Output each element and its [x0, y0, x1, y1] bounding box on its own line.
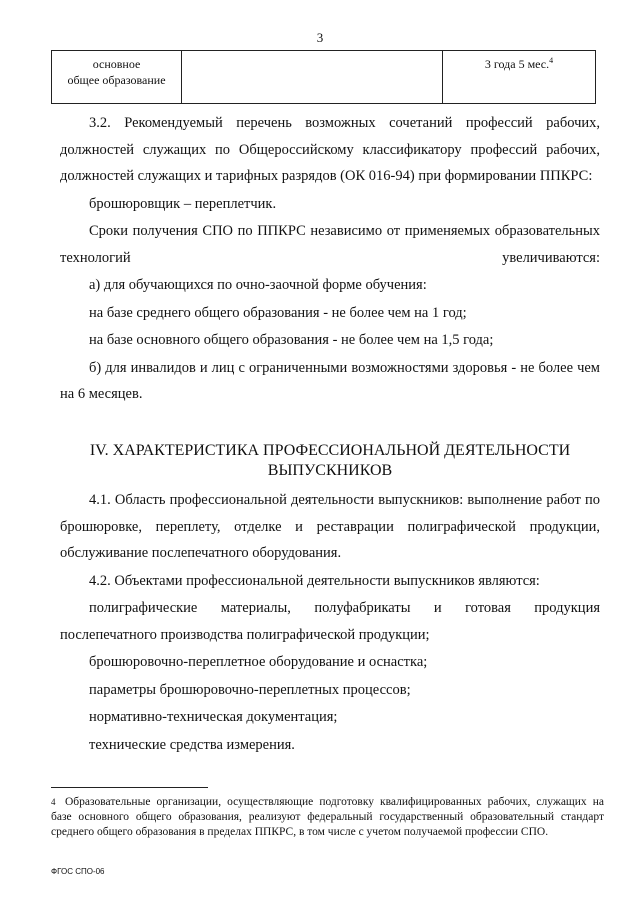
- object-2: брошюровочно-переплетное оборудование и оснастка;: [89, 654, 428, 670]
- object-1-continuation: послепечатного производства полиграфической продукции;: [60, 626, 430, 643]
- object-1-word: полиграфические: [89, 600, 198, 616]
- footnote: [51, 795, 604, 840]
- object-1-word: готовая: [465, 600, 511, 616]
- section-3-2: [60, 110, 600, 408]
- education-level-line2: общее образование: [67, 73, 166, 87]
- section-4-heading-line1: IV. ХАРАКТЕРИСТИКА ПРОФЕССИОНАЛЬНОЙ ДЕЯТЕЛЬНОСТИ: [89, 442, 571, 459]
- duration-cell: [443, 51, 596, 104]
- paragraph-4-2: 4.2. Объектами профессиональной деятельности выпускников являются:: [89, 572, 540, 589]
- item-b: б) для инвалидов и лиц с ограниченными возможностями здоровья - не более чем на 6 месяцев.: [60, 359, 600, 402]
- profession-combination: брошюровщик – переплетчик.: [89, 195, 277, 212]
- object-1-word: материалы,: [220, 600, 291, 616]
- document-code: ФГОС СПО-06: [51, 867, 105, 876]
- duration-table: [51, 50, 596, 104]
- section-3-2-intro: 3.2. Рекомендуемый перечень возможных сочетаний профессий рабочих, должностей служащих по Общероссийскому классификатору профессий рабочих, должностей служащих и тарифных разрядов (ОК 016-94) при формировании ППКРС:: [60, 115, 600, 184]
- footnote-text: Образовательные организации, осуществляющие подготовку квалифицированных рабочих, служащих на базе основного общего образования, реализуют федеральный государственный образовательный стандарт среднего общего образования в пределах ППКРС, в том числе с учетом получаемой профессии СПО.: [51, 796, 604, 838]
- object-1-first-line: [60, 595, 600, 622]
- section-4-body: [60, 487, 600, 758]
- section-4-heading-line2: ВЫПУСКНИКОВ: [267, 462, 393, 479]
- education-level-cell: [52, 51, 182, 104]
- footnote-ref: 4: [549, 56, 554, 65]
- object-3: параметры брошюровочно-переплетных процессов;: [89, 681, 411, 698]
- object-1-word: полуфабрикаты: [314, 600, 411, 616]
- qualification-cell: [182, 51, 443, 104]
- terms-intro: Сроки получения СПО по ППКРС независимо от применяемых образовательных технологий увеличиваются:: [60, 223, 600, 266]
- object-4: нормативно-техническая документация;: [89, 709, 338, 725]
- footnote-mark: 4: [51, 797, 56, 807]
- page-number: 3: [316, 30, 324, 45]
- item-a: а) для обучающихся по очно-заочной форме обучения:: [89, 277, 427, 293]
- footnote-separator: [51, 787, 208, 788]
- object-5: технические средства измерения.: [89, 736, 295, 753]
- paragraph-4-1: 4.1. Область профессиональной деятельности выпускников: выполнение работ по брошюровке, переплету, отделке и реставрации полиграфической продукции, обслуживание послепечатного оборудования.: [60, 492, 600, 561]
- duration-value: 3 года 5 мес.: [484, 57, 550, 71]
- object-1-word: продукция: [534, 600, 600, 616]
- item-a-1: на базе среднего общего образования - не более чем на 1 год;: [89, 304, 467, 321]
- table-row: [52, 51, 596, 104]
- item-a-2: на базе основного общего образования - не более чем на 1,5 года;: [89, 332, 494, 348]
- object-1-word: и: [433, 600, 442, 616]
- section-4-heading: [60, 441, 600, 481]
- education-level-line1: основное: [92, 57, 141, 71]
